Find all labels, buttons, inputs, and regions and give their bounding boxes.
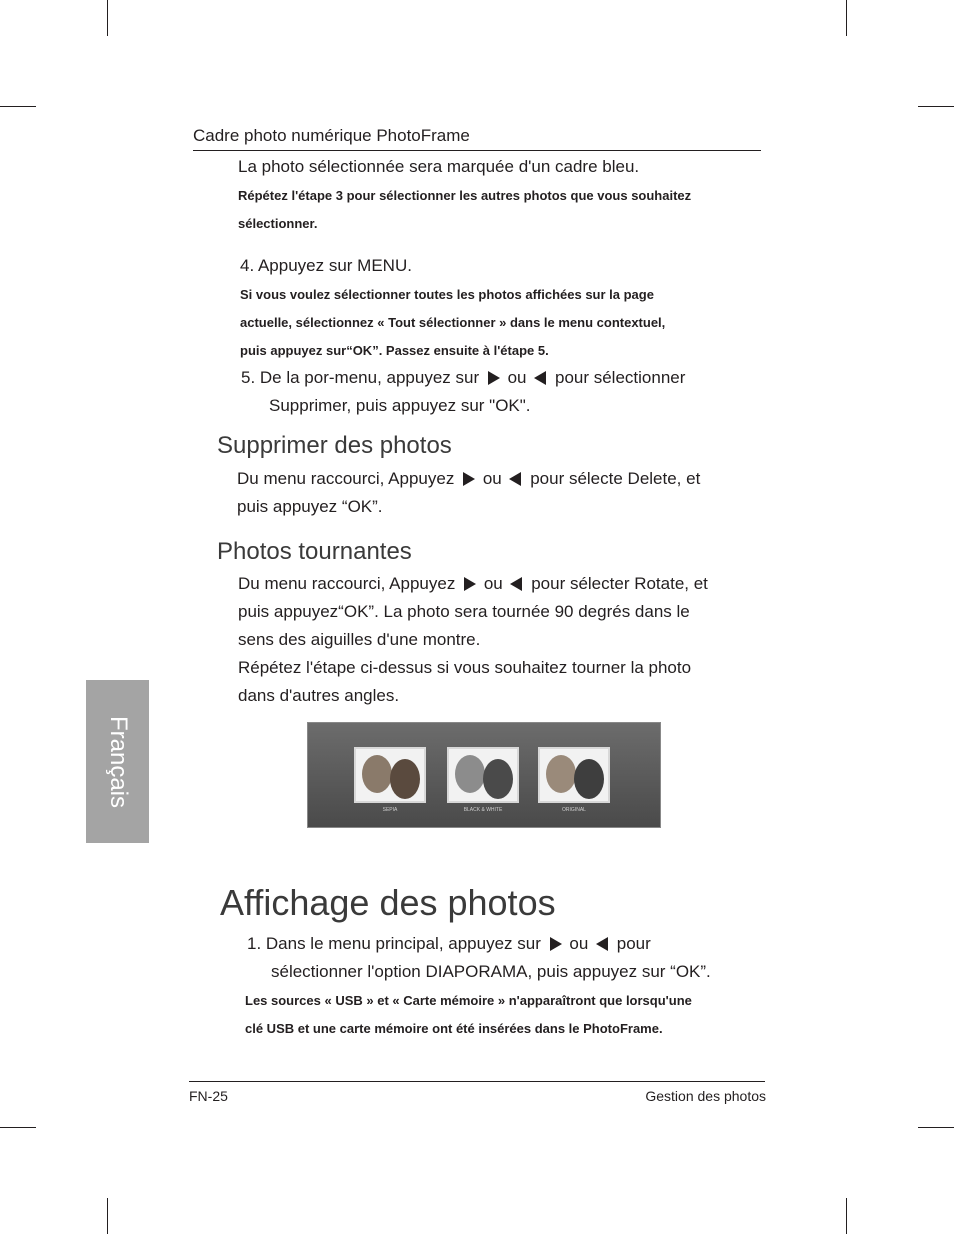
- rotate-text: Du menu raccourci, Appuyez: [238, 574, 456, 593]
- footer-rule: [189, 1081, 765, 1082]
- left-arrow-icon: [596, 937, 608, 951]
- language-tab: [86, 680, 149, 843]
- header-rule: [193, 150, 761, 151]
- face-shape: [362, 755, 392, 793]
- slideshow-text: 1. Dans le menu principal, appuyez sur: [247, 934, 541, 953]
- crop-mark: [846, 0, 847, 36]
- delete-line-2: puis appuyez “OK”.: [237, 497, 383, 516]
- slideshow-line-2: sélectionner l'option DIAPORAMA, puis appuyez sur “OK”.: [271, 962, 711, 981]
- face-shape: [390, 759, 420, 799]
- crop-mark: [107, 1198, 108, 1234]
- photo-thumbnail: [538, 747, 610, 803]
- step-5: [241, 364, 685, 392]
- step-4-note-line: Si vous voulez sélectionner toutes les photos affichées sur la page: [240, 287, 654, 302]
- right-arrow-icon: [463, 472, 475, 486]
- face-shape: [455, 755, 485, 793]
- delete-text: Du menu raccourci, Appuyez: [237, 469, 455, 488]
- thumbnail-caption: SEPIA: [382, 807, 398, 813]
- device-screenshot: [307, 722, 661, 828]
- slideshow-text: pour: [616, 934, 651, 953]
- intro-note-line: Répétez l'étape 3 pour sélectionner les autres photos que vous souhaitez: [238, 188, 692, 203]
- rotate-text: pour sélecter Rotate, et: [531, 574, 708, 593]
- crop-mark: [0, 106, 36, 107]
- crop-mark: [107, 0, 108, 36]
- step-5-text: pour sélectionner: [554, 368, 686, 387]
- left-arrow-icon: [509, 472, 521, 486]
- rotate-instruction: [238, 570, 708, 598]
- step-4-note-line: puis appuyez sur“OK”. Passez ensuite à l'étape 5.: [240, 343, 549, 358]
- photo-thumbnail: [354, 747, 426, 803]
- left-arrow-icon: [510, 577, 522, 591]
- rotate-line: puis appuyez“OK”. La photo sera tournée 90 degrés dans le: [238, 602, 690, 621]
- language-tab-label: Français: [104, 715, 132, 808]
- step-4-note-line: actuelle, sélectionnez « Tout sélectionner » dans le menu contextuel,: [240, 315, 666, 330]
- face-shape: [483, 759, 513, 799]
- left-arrow-icon: [534, 371, 546, 385]
- face-shape: [574, 759, 604, 799]
- right-arrow-icon: [488, 371, 500, 385]
- section-heading-rotate: Photos tournantes: [217, 538, 412, 565]
- slideshow-step-1: [247, 930, 651, 958]
- thumbnail-caption: BLACK & WHITE: [463, 807, 503, 813]
- right-arrow-icon: [550, 937, 562, 951]
- step-4: 4. Appuyez sur MENU.: [240, 256, 412, 275]
- slideshow-note-line: clé USB et une carte mémoire ont été insérées dans le PhotoFrame.: [245, 1021, 663, 1036]
- step-5-text: 5. De la por-menu, appuyez sur: [241, 368, 480, 387]
- rotate-line: sens des aiguilles d'une montre.: [238, 630, 481, 649]
- section-heading-delete: Supprimer des photos: [217, 432, 452, 459]
- right-arrow-icon: [464, 577, 476, 591]
- crop-mark: [918, 106, 954, 107]
- or-text: ou: [507, 368, 527, 387]
- delete-text: pour sélecte Delete, et: [530, 469, 701, 488]
- crop-mark: [0, 1127, 36, 1128]
- section-title-slideshow: Affichage des photos: [220, 882, 556, 923]
- delete-instruction: [237, 465, 700, 493]
- slideshow-note-line: Les sources « USB » et « Carte mémoire » n'apparaîtront que lorsqu'une: [245, 993, 692, 1008]
- footer-section-title: Gestion des photos: [645, 1088, 766, 1104]
- crop-mark: [918, 1127, 954, 1128]
- rotate-line: dans d'autres angles.: [238, 686, 400, 705]
- intro-line: La photo sélectionnée sera marquée d'un cadre bleu.: [238, 157, 640, 176]
- or-text: ou: [569, 934, 589, 953]
- photo-thumbnail: [447, 747, 519, 803]
- face-shape: [546, 755, 576, 793]
- running-header: Cadre photo numérique PhotoFrame: [193, 126, 470, 145]
- or-text: ou: [482, 469, 502, 488]
- intro-note-line: sélectionner.: [238, 216, 318, 231]
- rotate-line: Répétez l'étape ci-dessus si vous souhaitez tourner la photo: [238, 658, 692, 677]
- thumbnail-caption: ORIGINAL: [562, 807, 586, 813]
- crop-mark: [846, 1198, 847, 1234]
- step-5-line-2: Supprimer, puis appuyez sur "OK".: [269, 396, 531, 415]
- page-number: FN-25: [189, 1088, 228, 1104]
- or-text: ou: [483, 574, 503, 593]
